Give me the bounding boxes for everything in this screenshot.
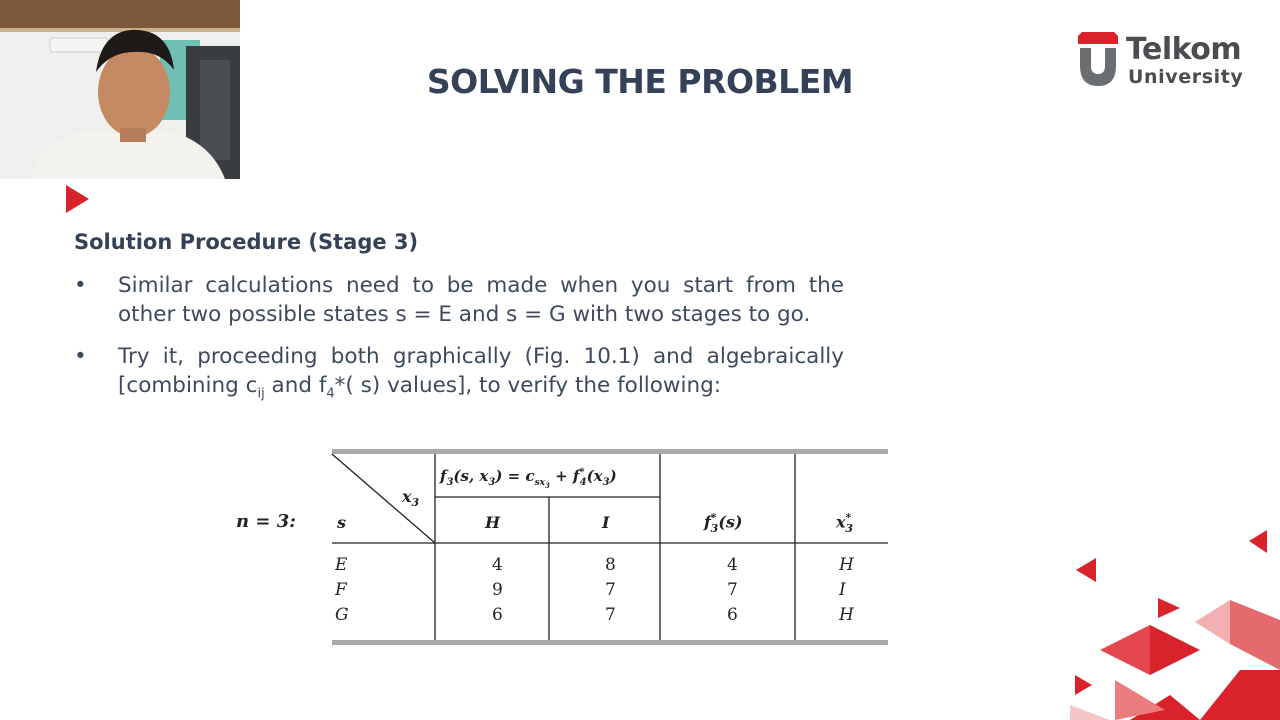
section-heading: Solution Procedure (Stage 3) xyxy=(74,230,419,254)
formula-part: (s, x xyxy=(453,467,489,485)
slide-title: SOLVING THE PROBLEM xyxy=(426,62,854,101)
header-part: x xyxy=(836,512,846,532)
bullet-dot: • xyxy=(74,344,87,369)
corner-header-x3 xyxy=(402,487,419,509)
table-cell-f: 6 xyxy=(727,605,738,625)
telkom-logo-icon xyxy=(1076,32,1120,90)
bullet-text-part: *( s) values], to verify the following: xyxy=(334,373,721,398)
formula-sub: 3 xyxy=(488,477,496,488)
header-sup: * xyxy=(710,511,717,524)
formula-sub: 4 xyxy=(579,477,587,488)
bullet-text: Similar calculations need to be made when you start from the other two possible states s = E and s = G with two stages to go. xyxy=(118,273,844,327)
formula-part: + f xyxy=(549,467,580,485)
bullet-dot: • xyxy=(74,273,87,298)
formula-part: f xyxy=(440,467,447,485)
table-cell-h: 6 xyxy=(492,605,503,625)
formula-sub-part: sx xyxy=(534,478,546,488)
col-header-i: I xyxy=(602,513,610,532)
red-triangle-marker xyxy=(66,185,89,213)
table-cell-s: G xyxy=(335,605,349,625)
header-sub: 3 xyxy=(710,521,719,535)
header-sup: * xyxy=(845,511,852,524)
formula-sub: 3 xyxy=(602,477,610,488)
col-header-h: H xyxy=(485,513,501,532)
logo-text-university: University xyxy=(1128,66,1244,88)
table-cell-i: 7 xyxy=(605,605,616,625)
formula-part: ) xyxy=(609,467,617,485)
corner-x: x xyxy=(402,487,412,506)
telkom-university-logo xyxy=(1076,30,1256,92)
formula-header xyxy=(440,467,617,490)
table-cell-x: H xyxy=(839,555,854,575)
header-part: f xyxy=(704,512,711,532)
table-cell-h: 4 xyxy=(492,555,503,575)
bullet-item xyxy=(74,342,844,429)
formula-sup: * xyxy=(579,467,585,478)
table-cell-i: 7 xyxy=(605,580,616,600)
logo-text-telkom: Telkom xyxy=(1126,32,1242,67)
formula-part: (x xyxy=(586,467,603,485)
header-sub: 3 xyxy=(845,521,853,535)
dp-stage3-table xyxy=(222,447,892,649)
presenter-webcam xyxy=(0,0,240,179)
table-cell-i: 8 xyxy=(605,555,616,575)
table-cell-f: 7 xyxy=(727,580,738,600)
formula-sub: 3 xyxy=(446,477,454,488)
col-header-x3-star xyxy=(836,511,853,535)
formula-sub xyxy=(535,478,550,488)
table-cell-s: F xyxy=(335,580,347,600)
table-cell-h: 9 xyxy=(492,580,503,600)
header-part: (s) xyxy=(718,512,743,532)
formula-part: ) = c xyxy=(495,467,535,485)
col-header-f3-star xyxy=(704,511,742,535)
table-cell-x: H xyxy=(839,605,854,625)
corner-header-s: s xyxy=(337,513,347,532)
bullet-text-part: and f xyxy=(264,373,327,398)
bullet-item xyxy=(74,271,844,329)
table-cell-f: 4 xyxy=(727,555,738,575)
bullet-list xyxy=(74,271,844,442)
cij-subscript: ij xyxy=(257,386,265,402)
presenter-video-frame xyxy=(0,0,240,179)
table-cell-x: I xyxy=(839,580,846,600)
f4-subscript: 4 xyxy=(326,386,335,402)
stage-label: n = 3: xyxy=(236,511,296,532)
table-cell-s: E xyxy=(335,555,348,575)
bullet-text-part: Try it, proceeding both graphically (Fig. 10.1) and algebraically [combining c xyxy=(118,344,844,398)
formula-sub-part: 3 xyxy=(545,480,550,490)
corner-x-sub: 3 xyxy=(411,496,420,510)
decorative-triangles xyxy=(1070,520,1280,720)
